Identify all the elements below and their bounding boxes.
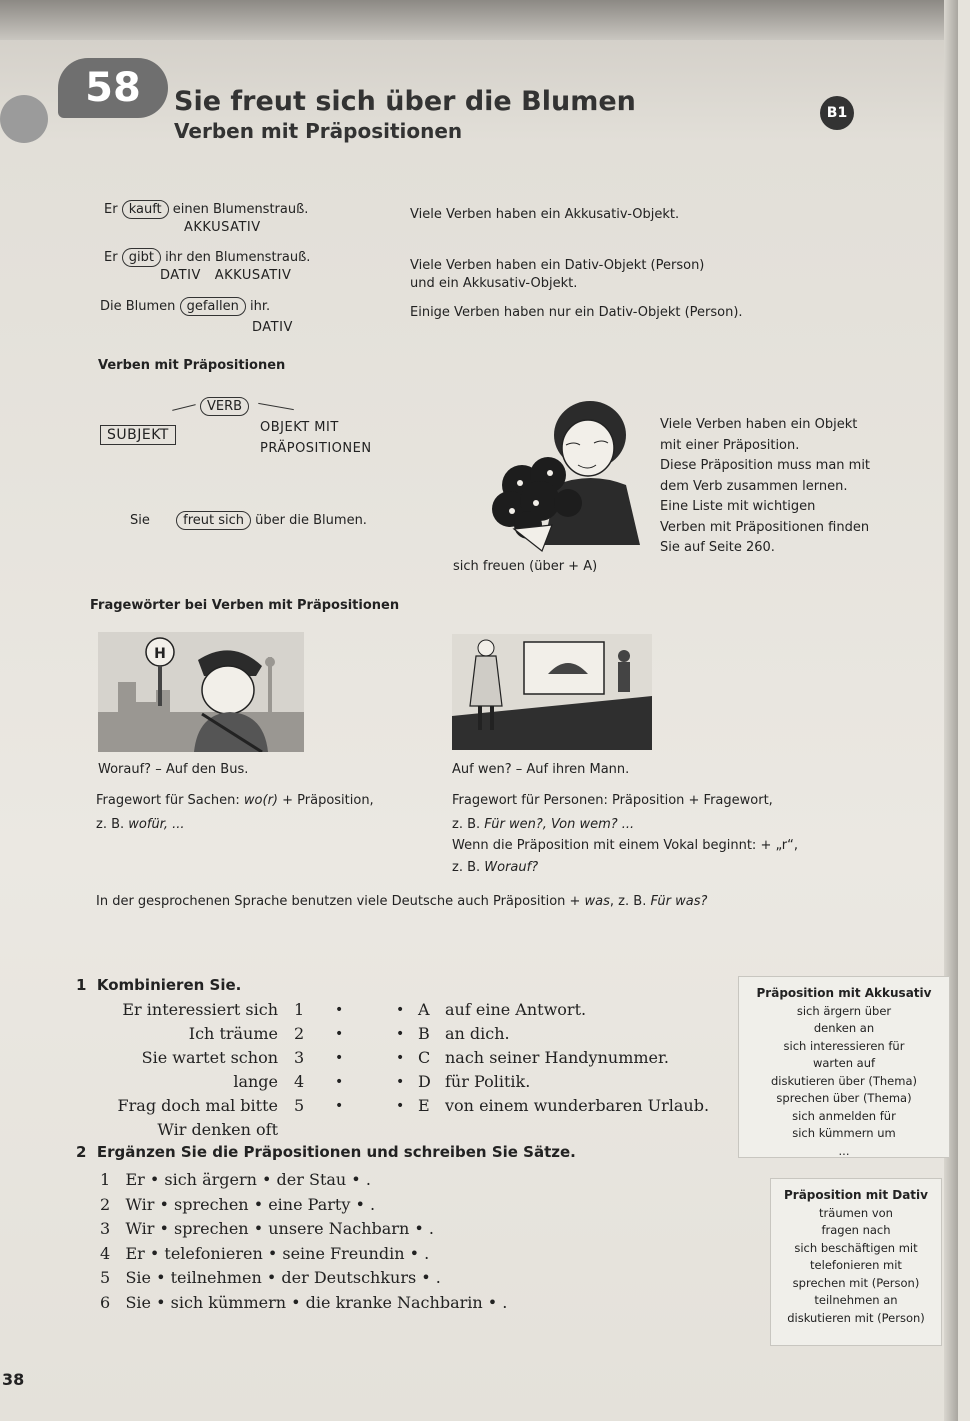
exercise-number: 2	[76, 1143, 87, 1161]
rule-text: Fragewort für Sachen:	[96, 793, 244, 808]
box-item: denken an	[813, 1021, 875, 1035]
sentence-start: Ich träume	[188, 1024, 278, 1043]
item-number: 1	[100, 1170, 111, 1189]
item-number: 3	[294, 1048, 305, 1067]
object-label: OBJEKT MIT	[260, 420, 339, 435]
example-rest: ihr.	[249, 299, 271, 314]
sentence-end: an dich.	[445, 1024, 510, 1043]
box-item: fragen nach	[821, 1223, 891, 1237]
sentence-start: Sie wartet schon lange	[141, 1048, 278, 1091]
match-dot[interactable]: •	[335, 1026, 344, 1042]
bus-stop-illustration	[98, 632, 304, 752]
case-label: DATIV	[252, 320, 293, 335]
example-1	[104, 200, 308, 219]
item-letter: B	[418, 1024, 430, 1043]
item-letter: A	[418, 1000, 430, 1019]
item-number: 2	[294, 1024, 305, 1043]
box-item: sich beschäftigen mit	[794, 1240, 918, 1255]
level-badge: B1	[820, 96, 854, 130]
diagram-line	[172, 404, 196, 411]
item-text: Sie • sich kümmern • die kranke Nachbarin • .	[125, 1292, 508, 1312]
box-item: sich anmelden für	[792, 1108, 896, 1123]
match-dot[interactable]: •	[335, 1002, 344, 1018]
exercise-1-right-column	[445, 998, 735, 1118]
rule-text: + Präposition,	[277, 793, 374, 808]
example-note: Viele Verben haben ein Dativ-Objekt (Person)	[410, 258, 705, 273]
unit-number: 58	[58, 58, 168, 118]
rule-things-example	[96, 817, 185, 832]
verb-caption: sich freuen (über + A)	[453, 559, 598, 574]
rule-text: z. B.	[452, 817, 485, 832]
info-line: Diese Präposition muss man mit	[660, 458, 871, 473]
info-line: dem Verb zusammen lernen.	[660, 478, 848, 494]
box-item: sich interessieren für	[783, 1038, 905, 1053]
item-number: 4	[100, 1243, 111, 1263]
exercise-item	[100, 1291, 507, 1316]
example-subject: Die Blumen	[100, 299, 176, 314]
exercise-number: 1	[76, 976, 87, 994]
item-text: Wir • sprechen • eine Party • .	[125, 1194, 376, 1214]
note-text: , z. B.	[609, 894, 651, 909]
item-letter: C	[418, 1048, 431, 1067]
page-title: Sie freut sich über die Blumen	[174, 86, 636, 117]
caption-right: Auf wen? – Auf ihren Mann.	[452, 762, 630, 777]
item-text: Wir • sprechen • unsere Nachbarn • .	[125, 1219, 434, 1238]
box-item: träumen von	[819, 1205, 893, 1220]
box-item: ...	[838, 1143, 850, 1158]
box-item: telefonieren mit	[810, 1258, 902, 1272]
example-subject: Er	[104, 250, 118, 265]
info-text	[660, 415, 870, 559]
item-number: 6	[100, 1292, 111, 1312]
spoken-language-note	[96, 894, 707, 909]
item-number: 5	[294, 1096, 305, 1115]
page-subtitle: Verben mit Präpositionen	[174, 119, 463, 143]
note-text-italic: Für was?	[650, 894, 708, 909]
box-item: teilnehmen an	[814, 1293, 898, 1307]
box-item: warten auf	[812, 1056, 876, 1070]
info-line: Viele Verben haben ein Objekt	[660, 417, 858, 432]
match-dot[interactable]: •	[335, 1050, 344, 1066]
item-text: Er • sich ärgern • der Stau • .	[125, 1170, 371, 1189]
exercise-instruction: Kombinieren Sie.	[96, 976, 242, 994]
akkusativ-box	[738, 976, 950, 1158]
verb-pill: gibt	[122, 248, 161, 267]
rule-persons: Fragewort für Personen: Präposition + Fragewort,	[452, 793, 773, 808]
box-item: sprechen über (Thema)	[776, 1091, 912, 1105]
caption-left: Worauf? – Auf den Bus.	[98, 762, 249, 777]
example-rest: ihr den Blumenstrauß.	[165, 250, 311, 265]
page-number: 38	[2, 1370, 25, 1389]
box-heading: Präposition mit Akkusativ	[756, 986, 932, 1000]
example-3	[100, 297, 270, 316]
box-item: sprechen mit (Person)	[792, 1275, 920, 1290]
box-item: diskutieren mit (Person)	[787, 1310, 925, 1325]
box-heading: Präposition mit Dativ	[784, 1188, 928, 1202]
match-dot[interactable]: •	[396, 1002, 405, 1018]
exercise-item	[100, 1217, 507, 1242]
diagram-example	[130, 511, 367, 530]
exercise-instruction: Ergänzen Sie die Präpositionen und schreiben Sie Sätze.	[96, 1143, 576, 1161]
item-number: 2	[100, 1194, 111, 1214]
woman-flowers-illustration	[470, 393, 650, 553]
info-line: Sie auf Seite 260.	[660, 540, 775, 555]
info-line: mit einer Präposition.	[660, 437, 800, 453]
exercise-item	[100, 1193, 507, 1218]
section-heading: Fragewörter bei Verben mit Präpositionen	[90, 598, 400, 613]
box-item: diskutieren über (Thema)	[770, 1073, 917, 1088]
example-subject: Er	[104, 202, 118, 217]
rule-text-italic: wo(r)	[243, 793, 278, 808]
match-dot[interactable]: •	[396, 1050, 405, 1066]
top-shadow	[0, 0, 958, 40]
rule-text: z. B.	[96, 817, 129, 832]
info-line: Eine Liste mit wichtigen	[660, 499, 816, 514]
exercise-item	[100, 1266, 507, 1291]
case-label: DATIV AKKUSATIV	[160, 268, 292, 283]
svg-text:H: H	[154, 646, 166, 662]
info-line: Verben mit Präpositionen finden	[660, 519, 870, 535]
decor-disc	[0, 95, 48, 143]
match-dot[interactable]: •	[335, 1074, 344, 1090]
rule-text-italic: wofür, ...	[128, 817, 185, 832]
rule-persons-example	[452, 817, 634, 832]
waiting-woman-illustration	[452, 634, 652, 750]
rule-text-italic: Für wen?, Von wem? ...	[484, 817, 635, 832]
verb-label: VERB	[200, 397, 249, 416]
note-text: In der gesprochenen Sprache benutzen viele Deutsche auch Präposition +	[96, 894, 585, 909]
object-label: PRÄPOSITIONEN	[260, 441, 372, 456]
item-number: 4	[294, 1072, 305, 1091]
dativ-box	[770, 1178, 942, 1346]
example-note: und ein Akkusativ-Objekt.	[410, 276, 578, 291]
verb-pill: kauft	[122, 200, 169, 219]
match-dot[interactable]: •	[335, 1098, 344, 1114]
rule-vowel: Wenn die Präposition mit einem Vokal beginnt: + „r“,	[452, 838, 798, 853]
sentence-start: Frag doch mal bitte	[117, 1096, 278, 1115]
subject-label: SUBJEKT	[100, 425, 176, 445]
page-edge	[944, 0, 958, 1421]
exercise-item	[100, 1168, 507, 1193]
exercise-1-letters	[418, 998, 440, 1118]
example-rest: über die Blumen.	[255, 513, 367, 528]
exercise-2-heading	[76, 1143, 576, 1161]
example-rest: einen Blumenstrauß.	[172, 202, 309, 217]
verb-pill: freut sich	[176, 511, 251, 530]
item-text: Er • telefonieren • seine Freundin • .	[125, 1243, 430, 1263]
item-number: 5	[100, 1268, 111, 1287]
box-item: sich kümmern um	[792, 1126, 896, 1140]
match-dot[interactable]: •	[396, 1074, 405, 1090]
diagram-line	[258, 403, 294, 411]
sentence-end: von einem wunderbaren Urlaub.	[445, 1096, 710, 1115]
rule-things	[96, 793, 374, 808]
note-text-italic: was	[584, 894, 610, 909]
example-subject: Sie	[130, 513, 150, 528]
sentence-end: für Politik.	[445, 1072, 531, 1091]
item-letter: E	[418, 1096, 430, 1115]
case-label: AKKUSATIV	[184, 220, 261, 235]
item-text: Sie • teilnehmen • der Deutschkurs • .	[125, 1268, 441, 1287]
exercise-2-items	[100, 1168, 507, 1315]
verb-pill: gefallen	[180, 297, 246, 316]
sentence-end: nach seiner Handynummer.	[445, 1048, 669, 1067]
exercise-item	[100, 1242, 507, 1267]
item-letter: D	[418, 1072, 431, 1091]
exercise-1-left-column	[96, 998, 278, 1142]
example-note: Einige Verben haben nur ein Dativ-Objekt (Person).	[410, 305, 743, 320]
item-number: 1	[294, 1000, 305, 1019]
example-2	[104, 248, 310, 267]
match-dots-right	[396, 998, 404, 1118]
match-dots-left	[335, 998, 343, 1118]
example-note: Viele Verben haben ein Akkusativ-Objekt.	[410, 207, 680, 222]
exercise-1-numbers	[294, 998, 314, 1118]
rule-text: z. B.	[452, 860, 485, 875]
box-item: sich ärgern über	[796, 1003, 892, 1018]
rule-text-italic: Worauf?	[484, 860, 539, 875]
item-number: 3	[100, 1219, 111, 1238]
exercise-1-heading	[76, 976, 241, 994]
section-heading: Verben mit Präpositionen	[98, 358, 286, 373]
rule-vowel-example	[452, 860, 538, 875]
sentence-start: Wir denken oft	[157, 1120, 278, 1139]
match-dot[interactable]: •	[396, 1098, 405, 1114]
match-dot[interactable]: •	[396, 1026, 405, 1042]
sentence-start: Er interessiert sich	[122, 1000, 278, 1019]
sentence-end: auf eine Antwort.	[445, 1000, 587, 1019]
